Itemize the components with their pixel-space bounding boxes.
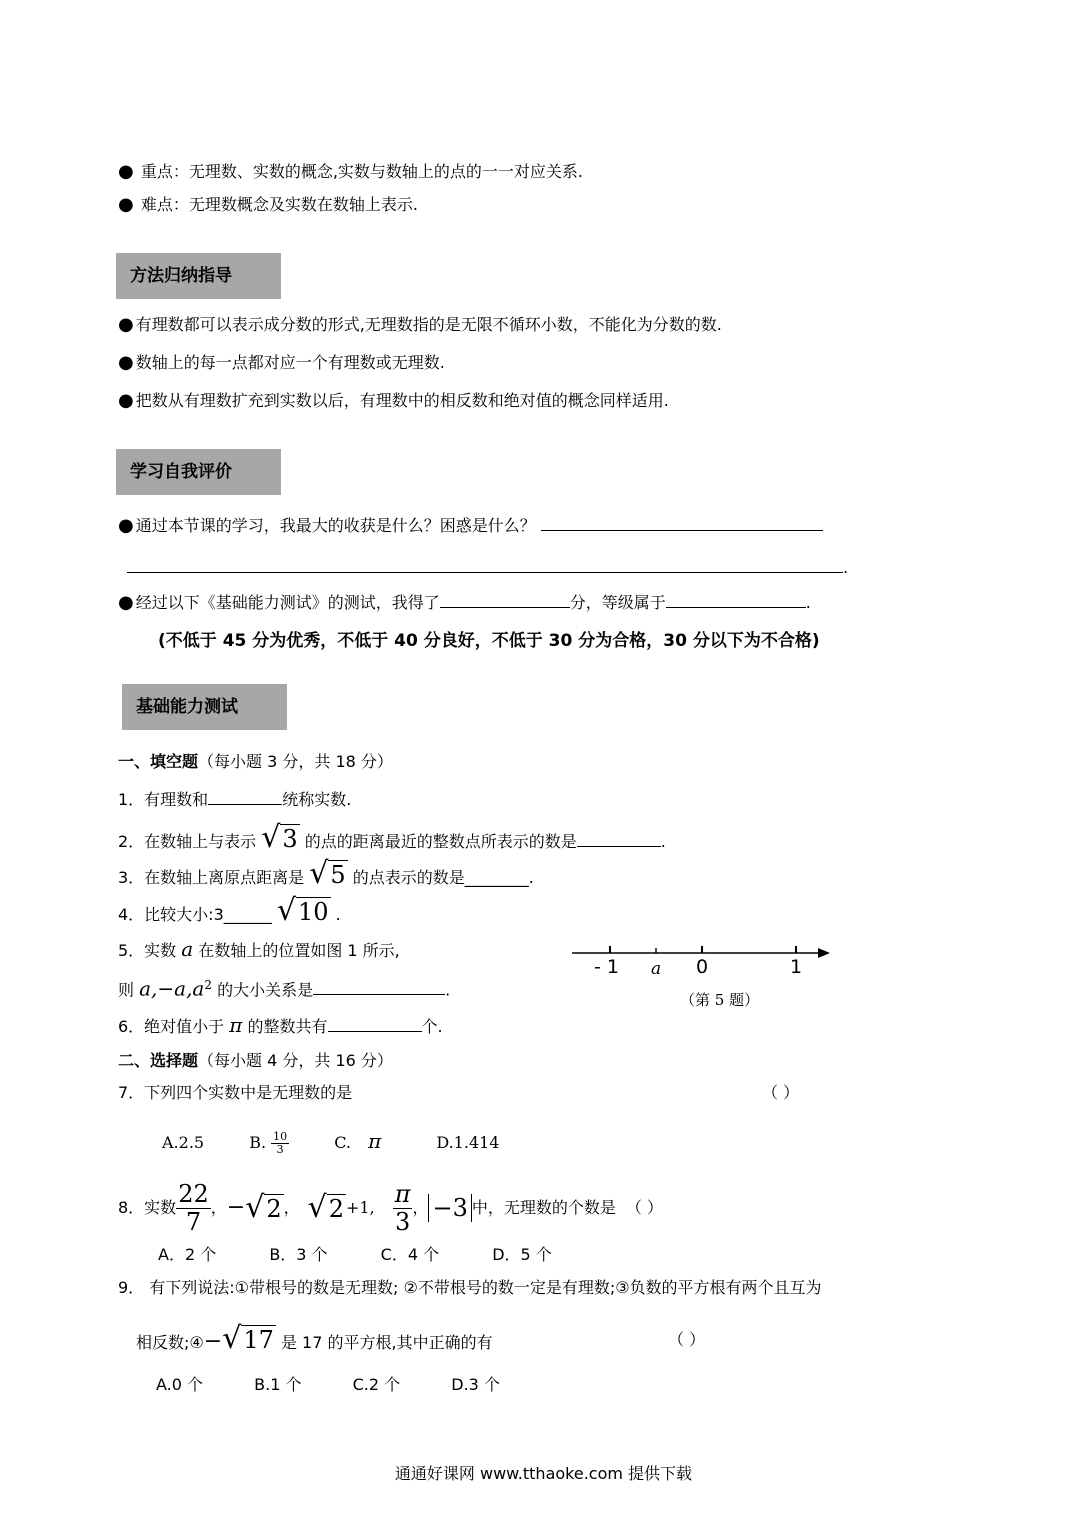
choice-q9-line2 bbox=[136, 1322, 493, 1360]
bullet-icon: ● bbox=[118, 314, 134, 335]
key-point bbox=[118, 161, 583, 183]
option-a[interactable]: A.2.5 bbox=[162, 1133, 205, 1152]
fraction-10-3 bbox=[271, 1131, 289, 1156]
numerator: 22 bbox=[178, 1180, 209, 1209]
option-d[interactable]: D.3 个 bbox=[451, 1375, 500, 1394]
method-point-text: 有理数都可以表示成分数的形式,无理数指的是无限不循环小数，不能化为分数的数. bbox=[135, 315, 722, 334]
choice-q9-options bbox=[156, 1374, 500, 1396]
key-point-text: 重点：无理数、实数的概念,实数与数轴上的点的一一对应关系. bbox=[140, 162, 583, 181]
numerator: 10 bbox=[273, 1129, 288, 1143]
sqrt-3: √3 bbox=[261, 820, 298, 855]
fill-q2-text-2: 的点的距离最近的整数点所表示的数是 bbox=[304, 832, 577, 851]
fill-q2: 2．在数轴上与表示 √3 的点的距离最近的整数点所表示的数是 . bbox=[118, 820, 666, 855]
fill-q5-text-4: 的大小关系是 bbox=[217, 980, 314, 1000]
choice-q8: 8．实数 $\frac{22}{7}$ ， − √2 ， √2 +1, $\frac{\pi}{3}$ ， −3 中，无理数的个数是 （ ） bbox=[118, 1178, 663, 1238]
method-point-2 bbox=[118, 352, 445, 374]
option-c[interactable]: C.2 个 bbox=[352, 1375, 401, 1394]
self-eval-q2-text-2: 分，等级属于 bbox=[569, 593, 666, 612]
fill-heading-title: 一、填空题 bbox=[118, 752, 199, 771]
denominator: 3 bbox=[276, 1143, 284, 1156]
method-point-1 bbox=[118, 314, 722, 336]
choice-q7 bbox=[118, 1082, 352, 1104]
bullet-icon: ● bbox=[118, 515, 134, 536]
fill-q3 bbox=[118, 856, 534, 893]
option-c[interactable]: C．4 个 bbox=[380, 1245, 440, 1264]
answer-paren[interactable]: （ ） bbox=[762, 1083, 800, 1102]
fraction-22-7 bbox=[176, 1181, 211, 1235]
difficult-point bbox=[118, 194, 418, 216]
answer-blank[interactable] bbox=[127, 556, 843, 573]
option-a[interactable]: A．2 个 bbox=[158, 1245, 217, 1264]
choice-q9-text: 9． 有下列说法:①带根号的数是无理数; ②不带根号的数一定是有理数;③负数的平方根有两个且互为 bbox=[118, 1278, 822, 1297]
fill-q4: 4．比较大小:3______ √10 . bbox=[118, 893, 341, 928]
label-a: a bbox=[651, 959, 662, 979]
option-c[interactable]: C. bbox=[334, 1133, 351, 1152]
expression: a,−a,a bbox=[139, 976, 205, 1001]
bullet-icon: ● bbox=[118, 194, 134, 215]
section-self-eval-header: 学习自我评价 bbox=[116, 449, 281, 495]
fill-q5-line1 bbox=[118, 938, 400, 962]
fill-q6-text-3: 个. bbox=[421, 1017, 443, 1036]
answer-blank[interactable] bbox=[208, 788, 282, 805]
fraction-pi-3 bbox=[393, 1181, 413, 1235]
fill-heading-note: （每小题 3 分，共 18 分） bbox=[198, 752, 393, 771]
label-minus-1: - 1 bbox=[594, 956, 619, 978]
method-point-text: 把数从有理数扩充到实数以后，有理数中的相反数和绝对值的概念同样适用. bbox=[135, 391, 669, 410]
fill-q2-text: 2．在数轴上与表示 bbox=[118, 832, 257, 851]
arrow-icon bbox=[818, 948, 830, 958]
self-eval-q2: ● 经过以下《基础能力测试》的测试，我得了 分，等级属于 . bbox=[118, 592, 811, 613]
choice-q9-text-3: 是 17 的平方根,其中正确的有 bbox=[280, 1333, 493, 1352]
self-eval-q1 bbox=[118, 514, 823, 537]
fill-q5-text: 5．实数 bbox=[118, 941, 177, 960]
choice-q9-text-2: 相反数;④ bbox=[136, 1333, 204, 1352]
score-blank[interactable] bbox=[440, 591, 570, 608]
radicand: 17 bbox=[243, 1326, 274, 1354]
answer-blank[interactable] bbox=[313, 978, 445, 995]
sqrt-17: √17 bbox=[222, 1321, 274, 1356]
fill-q1 bbox=[118, 788, 351, 811]
fill-q1-text-2: 统称实数. bbox=[282, 790, 352, 809]
section-method-header: 方法归纳指导 bbox=[116, 253, 281, 299]
self-eval-q1-continuation: . bbox=[127, 556, 848, 579]
choice-heading-title: 二、选择题 bbox=[118, 1051, 199, 1070]
fill-q6 bbox=[118, 1014, 443, 1038]
self-eval-q2-text: 经过以下《基础能力测试》的测试，我得了 bbox=[135, 593, 440, 612]
page-footer: 通通好课网 www.tthaoke.com 提供下载 bbox=[394, 1464, 693, 1483]
answer-blank[interactable] bbox=[577, 830, 661, 847]
answer-paren[interactable]: （ ） bbox=[625, 1198, 663, 1217]
radicand: 2 bbox=[266, 1194, 282, 1223]
sqrt-10: √10 bbox=[276, 893, 329, 928]
sqrt-2-plus-1: √2 bbox=[307, 1189, 345, 1225]
bullet-icon: ● bbox=[118, 390, 134, 411]
choice-q9-line1 bbox=[118, 1277, 822, 1299]
sqrt-5: √5 bbox=[309, 856, 346, 891]
choice-heading-note: （每小题 4 分，共 16 分） bbox=[198, 1051, 393, 1070]
option-b[interactable]: B．3 个 bbox=[269, 1245, 328, 1264]
absolute-value: −3 bbox=[428, 1194, 471, 1222]
radicand: 2 bbox=[328, 1194, 345, 1223]
option-d[interactable]: D.1.414 bbox=[436, 1133, 500, 1152]
self-eval-q1-text: 通过本节课的学习，我最大的收获是什么？困惑是什么？ bbox=[135, 516, 536, 535]
denominator: 3 bbox=[394, 1207, 411, 1236]
radicand: 5 bbox=[330, 861, 346, 889]
choice-q8-text-2: 中，无理数的个数是 bbox=[471, 1198, 616, 1217]
choice-q7-text: 7．下列四个实数中是无理数的是 bbox=[118, 1083, 353, 1102]
answer-paren[interactable]: （ ） bbox=[668, 1330, 706, 1349]
minus-sign: − bbox=[203, 1329, 223, 1354]
numerator: π bbox=[394, 1180, 411, 1209]
label-0: 0 bbox=[696, 956, 709, 978]
pi-symbol: π bbox=[368, 1129, 382, 1153]
option-b[interactable]: B. bbox=[249, 1133, 267, 1152]
choice-q8-text: 8．实数 bbox=[118, 1198, 177, 1217]
radicand: 3 bbox=[282, 825, 298, 853]
choice-q7-options bbox=[162, 1128, 499, 1156]
fill-q1-text: 1．有理数和 bbox=[118, 790, 209, 809]
bullet-icon: ● bbox=[118, 161, 134, 182]
bullet-icon: ● bbox=[118, 592, 134, 613]
method-point-text: 数轴上的每一点都对应一个有理数或无理数. bbox=[135, 353, 445, 372]
answer-blank[interactable] bbox=[328, 1015, 422, 1032]
fill-q6-text-2: 的整数共有 bbox=[247, 1017, 328, 1036]
answer-blank[interactable] bbox=[541, 514, 823, 531]
difficult-point-text: 难点：无理数概念及实数在数轴上表示. bbox=[140, 195, 418, 214]
radicand: 10 bbox=[297, 898, 329, 926]
sqrt-2: √2 bbox=[245, 1189, 282, 1225]
figure-caption: （第 5 题） bbox=[680, 991, 760, 1009]
choice-heading bbox=[118, 1050, 393, 1072]
grading-note: (不低于 45 分为优秀，不低于 40 分良好，不低于 30 分为合格，30 分以下为不合格) bbox=[158, 631, 820, 651]
label-1: 1 bbox=[790, 956, 803, 978]
section-test-header: 基础能力测试 bbox=[122, 684, 287, 730]
denominator: 7 bbox=[185, 1207, 202, 1236]
variable-a: a bbox=[181, 937, 194, 961]
fill-q3-text-2: 的点表示的数是________. bbox=[352, 868, 534, 887]
bullet-icon: ● bbox=[118, 352, 134, 373]
fill-q3-text: 3．在数轴上离原点距离是 bbox=[118, 868, 305, 887]
choice-q8-options bbox=[158, 1244, 552, 1266]
minus-sign: − bbox=[226, 1195, 246, 1220]
grade-blank[interactable] bbox=[666, 591, 806, 608]
fill-heading bbox=[118, 751, 393, 773]
pi-symbol: π bbox=[229, 1013, 243, 1037]
option-b[interactable]: B.1 个 bbox=[254, 1375, 302, 1394]
option-a[interactable]: A.0 个 bbox=[156, 1375, 204, 1394]
fill-q5-text-2: 在数轴上的位置如图 1 所示, bbox=[198, 941, 400, 960]
exponent: 2 bbox=[204, 978, 212, 992]
option-d[interactable]: D．5 个 bbox=[492, 1245, 552, 1264]
plus-one: +1, bbox=[346, 1198, 375, 1217]
fill-q4-text: 4．比较大小:3______ bbox=[118, 905, 272, 924]
fill-q5-line2: 则 $a,-a,a^2$ 的大小关系是 . bbox=[118, 976, 451, 1001]
fill-q6-text: 6．绝对值小于 bbox=[118, 1017, 225, 1036]
fill-q5-text-3: 则 bbox=[118, 980, 135, 1000]
method-point-3 bbox=[118, 390, 669, 412]
